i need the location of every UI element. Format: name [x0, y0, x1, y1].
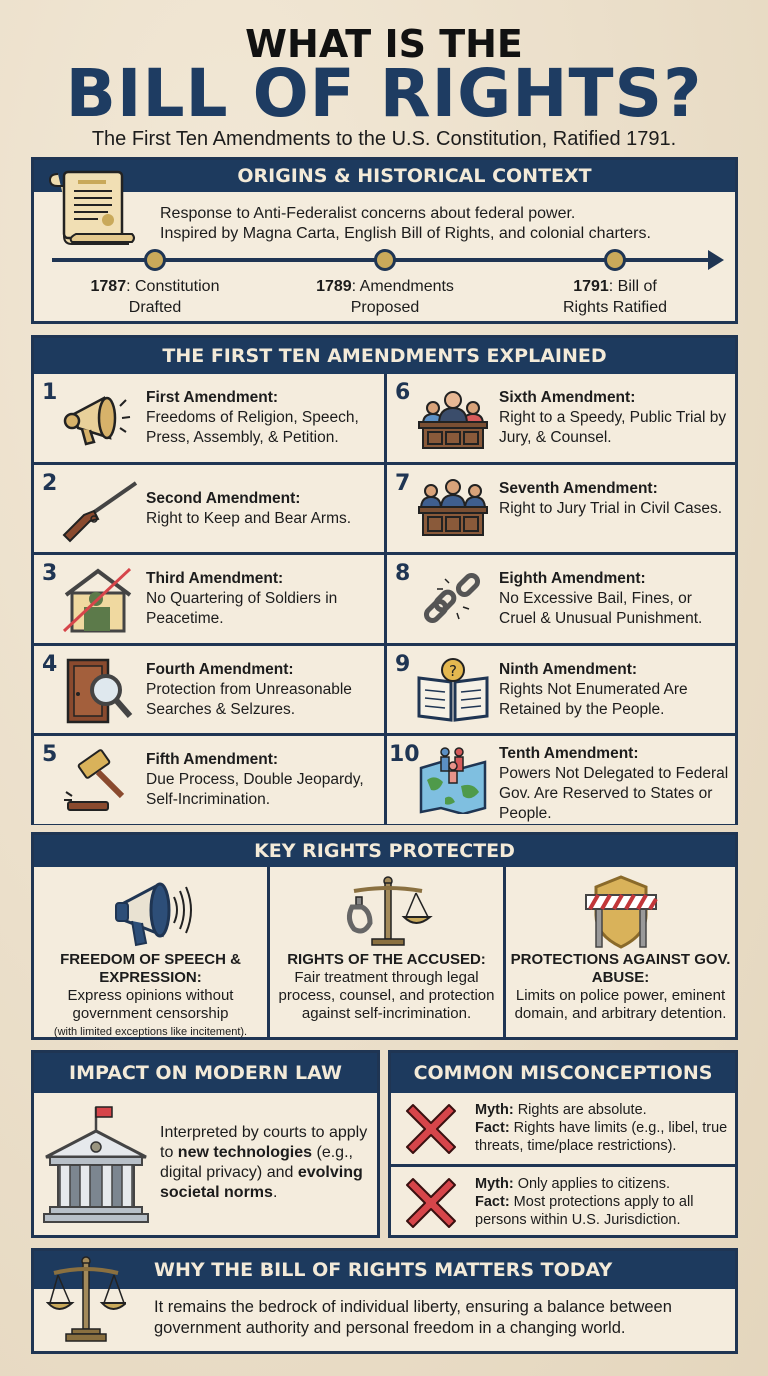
amendment-number: 6	[395, 380, 411, 405]
amendment-title: Third Amendment:	[146, 570, 284, 588]
amendments-section	[31, 335, 738, 825]
amendment-description: Powers Not Delegated to Federal Gov. Are Reserved to States or People.	[499, 765, 729, 823]
amendment-description: Right to Jury Trial in Civil Cases.	[499, 499, 723, 517]
impact-title: IMPACT ON MODERN LAW	[34, 1053, 377, 1093]
shield-barrier-icon	[566, 873, 676, 951]
amendment-number: 2	[42, 470, 58, 496]
key-right-description: Express opinions without government censorship	[67, 987, 234, 1022]
timeline-label-1787: 1787: Constitution Drafted	[90, 278, 220, 316]
amendment-number: 8	[395, 561, 411, 587]
amendment-description: Right to a Speedy, Public Trial by Jury, & Counsel.	[499, 409, 727, 446]
amendment-description: Right to Keep and Bear Arms.	[146, 509, 352, 527]
origins-line-2: Inspired by Magna Carta, English Bill of Rights, and colonial charters.	[160, 225, 651, 242]
timeline-dot-1787	[144, 249, 166, 271]
amendment-title: Seventh Amendment:	[499, 479, 658, 497]
amendment-number: 5	[42, 742, 58, 768]
title-top: WHAT IS THE	[245, 22, 523, 66]
amendment-description: Due Process, Double Jeopardy, Self-Incrimination.	[146, 771, 364, 809]
key-right-speech	[34, 867, 267, 1037]
red-x-icon	[403, 1175, 459, 1231]
door-magnifier-icon	[60, 656, 140, 724]
impact-description: Interpreted by courts to apply to new technologies (e.g., digital privacy) and evolving societal norms.	[160, 1124, 368, 1201]
timeline-arrow-icon	[708, 250, 724, 270]
broken-chain-icon	[413, 565, 493, 633]
why-matters-section	[31, 1248, 738, 1354]
key-right-title: RIGHTS OF THE ACCUSED:	[287, 951, 486, 968]
gavel-icon	[60, 746, 140, 814]
timeline-dot-1789	[374, 249, 396, 271]
why-matters-title: WHY THE BILL OF RIGHTS MATTERS TODAY	[34, 1251, 735, 1289]
amendment-4	[34, 646, 384, 734]
amendment-title: Tenth Amendment:	[499, 745, 639, 763]
myth-item-2: Myth: Only applies to citizens. Fact: Most protections apply to all persons within U.S. Jurisdiction.	[391, 1167, 735, 1235]
amendment-number: 9	[395, 651, 411, 677]
origins-line-1: Response to Anti-Federalist concerns about federal power.	[160, 205, 576, 222]
key-rights-title: KEY RIGHTS PROTECTED	[34, 835, 735, 867]
amendment-title: Eighth Amendment:	[499, 570, 646, 588]
courthouse-icon	[42, 1103, 150, 1229]
key-right-title: FREEDOM OF SPEECH & EXPRESSION:	[60, 951, 241, 986]
origins-description	[160, 204, 651, 244]
amendment-description: Rights Not Enumerated Are Retained by the People.	[499, 680, 688, 718]
amendment-title: Fifth Amendment:	[146, 751, 279, 769]
origins-section	[31, 157, 738, 324]
red-x-icon	[403, 1101, 459, 1157]
key-right-title: PROTECTIONS AGAINST GOV. ABUSE:	[510, 951, 731, 986]
timeline-label-1789: 1789: Amendments Proposed	[316, 278, 454, 316]
scroll-icon	[42, 164, 138, 250]
amendments-title: THE FIRST TEN AMENDMENTS EXPLAINED	[34, 338, 735, 374]
key-right-note: (with limited exceptions like incitement).	[53, 1026, 248, 1038]
amendment-10	[387, 736, 735, 824]
book-question-icon	[413, 656, 493, 724]
amendment-description: Protection from Unreasonable Searches & Selzures.	[146, 680, 352, 718]
house-soldier-crossed-icon	[60, 565, 140, 633]
key-right-description: Limits on police power, eminent domain, and arbitrary detention.	[514, 987, 727, 1022]
timeline-label-1791: 1791: Bill of Rights Ratified	[562, 278, 668, 316]
amendment-3	[34, 555, 384, 643]
timeline-dot-1791	[604, 249, 626, 271]
amendment-2	[34, 465, 384, 553]
musket-icon	[60, 475, 140, 543]
page-title: BILL OF RIGHTS?	[65, 55, 703, 132]
amendment-number: 10	[389, 742, 420, 768]
megaphone-icon	[96, 873, 206, 951]
amendment-7	[387, 465, 735, 553]
amendment-9	[387, 646, 735, 734]
amendment-8	[387, 555, 735, 643]
amendment-number: 3	[42, 561, 58, 587]
jury-icon	[413, 475, 493, 543]
origins-title: ORIGINS & HISTORICAL CONTEXT	[34, 160, 735, 192]
amendment-description: No Excessive Bail, Fines, or Cruel & Unusual Punishment.	[499, 590, 703, 628]
myth-item-1: Myth: Rights are absolute. Fact: Rights have limits (e.g., libel, true threats, time/place restrictions).	[391, 1093, 735, 1164]
amendment-1	[34, 374, 384, 462]
key-right-accused	[270, 867, 503, 1037]
scales-handcuffs-icon	[332, 873, 442, 951]
jury-box-icon	[413, 384, 493, 452]
key-rights-section	[31, 832, 738, 1040]
key-right-description: Fair treatment through legal process, counsel, and protection against self-incrimination.	[278, 969, 495, 1022]
svg-text:?: ?	[449, 661, 457, 680]
amendment-5	[34, 736, 384, 824]
amendment-title: First Amendment:	[146, 389, 279, 406]
amendment-6	[387, 374, 735, 462]
misconceptions-section	[388, 1050, 738, 1238]
impact-section	[31, 1050, 380, 1238]
scales-of-justice-icon	[46, 1255, 126, 1345]
amendment-title: Ninth Amendment:	[499, 660, 638, 678]
amendment-number: 1	[42, 380, 58, 405]
amendment-description: Freedoms of Religion, Speech, Press, Assembly, & Petition.	[146, 409, 359, 446]
misconceptions-title: COMMON MISCONCEPTIONS	[391, 1053, 735, 1093]
megaphone-icon	[60, 384, 140, 452]
amendment-number: 7	[395, 470, 411, 496]
amendment-title: Sixth Amendment:	[499, 389, 636, 406]
key-right-gov-abuse	[506, 867, 735, 1037]
subtitle: The First Ten Amendments to the U.S. Constitution, Ratified 1791.	[91, 128, 677, 150]
amendment-description: No Quartering of Soldiers in Peacetime.	[146, 590, 338, 628]
amendment-title: Fourth Amendment:	[146, 660, 294, 678]
why-matters-description: It remains the bedrock of individual liberty, ensuring a balance between government authority and personal freedom in a changing world.	[154, 1298, 672, 1337]
amendment-number: 4	[42, 651, 58, 677]
map-people-icon	[413, 746, 493, 814]
amendment-title: Second Amendment:	[146, 489, 301, 507]
